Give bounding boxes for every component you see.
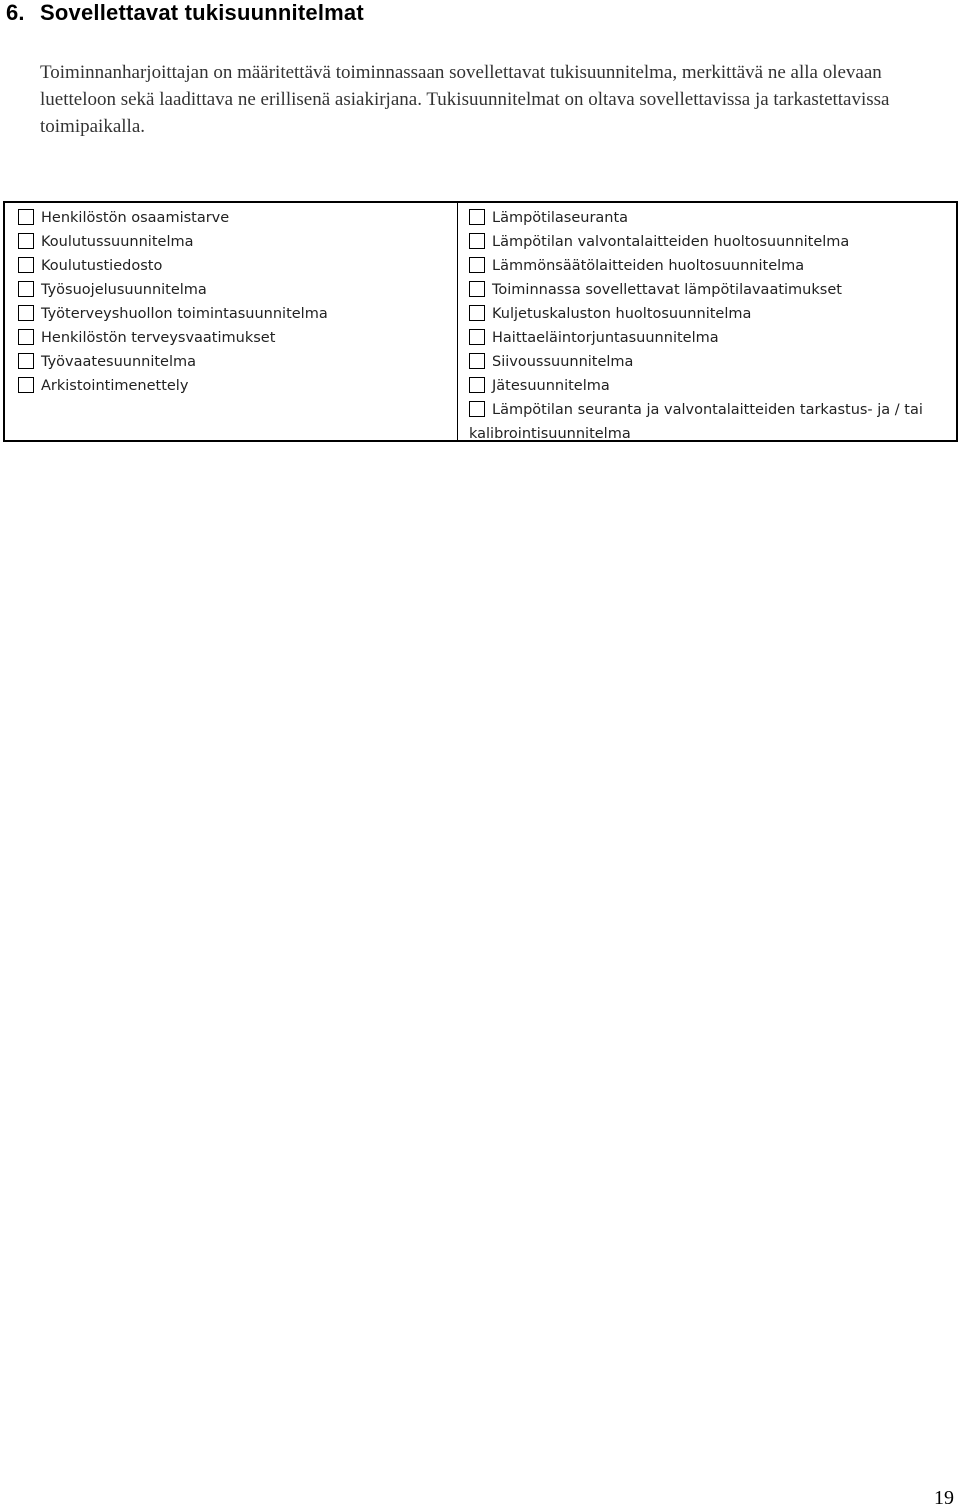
checklist-item-label: Lämpötilan valvontalaitteiden huoltosuunnitelma	[492, 234, 850, 250]
checklist-item-label: Henkilöstön terveysvaatimukset	[41, 330, 276, 346]
intro-paragraph	[40, 59, 945, 140]
page-number: 19	[934, 1487, 954, 1509]
checklist-item-label: Kuljetuskaluston huoltosuunnitelma	[492, 306, 752, 322]
checklist-item-waste-plan[interactable]	[469, 374, 939, 398]
checkbox[interactable]	[469, 257, 485, 273]
checklist-item-transport-maintenance[interactable]	[469, 302, 939, 326]
checklist-item-label: Työsuojelusuunnitelma	[41, 282, 207, 298]
checkbox[interactable]	[469, 401, 485, 417]
checklist-item-staff-competence[interactable]	[18, 206, 448, 230]
checklist-item-label: Lämpötilan seuranta ja valvontalaitteiden tarkastus- ja / tai kalibrointisuunnitelma	[469, 402, 923, 442]
checklist-item-label: Työterveyshuollon toimintasuunnitelma	[41, 306, 328, 322]
checkbox[interactable]	[18, 329, 34, 345]
checklist-item-label: Jätesuunnitelma	[492, 378, 610, 394]
checkbox[interactable]	[469, 305, 485, 321]
checklist-right-column	[469, 206, 939, 446]
checklist-item-heat-control-maintenance[interactable]	[469, 254, 939, 278]
checklist-item-calibration-plan[interactable]	[469, 398, 939, 446]
checkbox[interactable]	[469, 209, 485, 225]
support-plan-checklist	[3, 201, 958, 442]
checklist-item-training-plan[interactable]	[18, 230, 448, 254]
checklist-item-monitoring-device-maintenance[interactable]	[469, 230, 939, 254]
intro-text: Toiminnanharjoittajan on määritettävä toiminnassaan sovellettavat tukisuunnitelma, merkittävä ne alla olevaan luetteloon sekä laadittava ne erillisenä asiakirjana. Tukisuunnitelmat on oltava sovellettavissa ja tarkastettavissa toimipaikalla.	[40, 62, 890, 137]
checklist-item-label: Koulutustiedosto	[41, 258, 163, 274]
checklist-item-label: Arkistointimenettely	[41, 378, 189, 394]
checkbox[interactable]	[18, 257, 34, 273]
checklist-item-label: Työvaatesuunnitelma	[41, 354, 196, 370]
section-title: Sovellettavat tukisuunnitelmat	[40, 0, 364, 25]
checklist-left-column	[18, 206, 448, 398]
checklist-item-label: Lämmönsäätölaitteiden huoltosuunnitelma	[492, 258, 805, 274]
checklist-item-temperature-requirements[interactable]	[469, 278, 939, 302]
checkbox[interactable]	[18, 305, 34, 321]
checklist-item-archiving[interactable]	[18, 374, 448, 398]
checklist-item-label: Siivoussuunnitelma	[492, 354, 634, 370]
section-number: 6.	[6, 0, 25, 25]
checklist-item-label: Koulutussuunnitelma	[41, 234, 194, 250]
checkbox[interactable]	[18, 281, 34, 297]
checkbox[interactable]	[18, 353, 34, 369]
column-divider	[457, 203, 458, 440]
checkbox[interactable]	[18, 209, 34, 225]
checklist-item-label: Haittaeläintorjuntasuunnitelma	[492, 330, 719, 346]
checklist-item-label: Lämpötilaseuranta	[492, 210, 629, 226]
checkbox[interactable]	[18, 233, 34, 249]
checkbox[interactable]	[469, 329, 485, 345]
checkbox[interactable]	[18, 377, 34, 393]
checkbox[interactable]	[469, 377, 485, 393]
checklist-item-health-requirements[interactable]	[18, 326, 448, 350]
checklist-item-label: Toiminnassa sovellettavat lämpötilavaatimukset	[492, 282, 842, 298]
checklist-item-training-file[interactable]	[18, 254, 448, 278]
checklist-item-pest-control[interactable]	[469, 326, 939, 350]
checklist-item-workwear-plan[interactable]	[18, 350, 448, 374]
checklist-item-temperature-monitoring[interactable]	[469, 206, 939, 230]
checkbox[interactable]	[469, 233, 485, 249]
checkbox[interactable]	[469, 353, 485, 369]
checklist-item-label: Henkilöstön osaamistarve	[41, 210, 230, 226]
checklist-item-occupational-health[interactable]	[18, 302, 448, 326]
checkbox[interactable]	[469, 281, 485, 297]
section-heading	[6, 0, 364, 26]
checklist-item-cleaning-plan[interactable]	[469, 350, 939, 374]
checklist-item-occupational-safety[interactable]	[18, 278, 448, 302]
